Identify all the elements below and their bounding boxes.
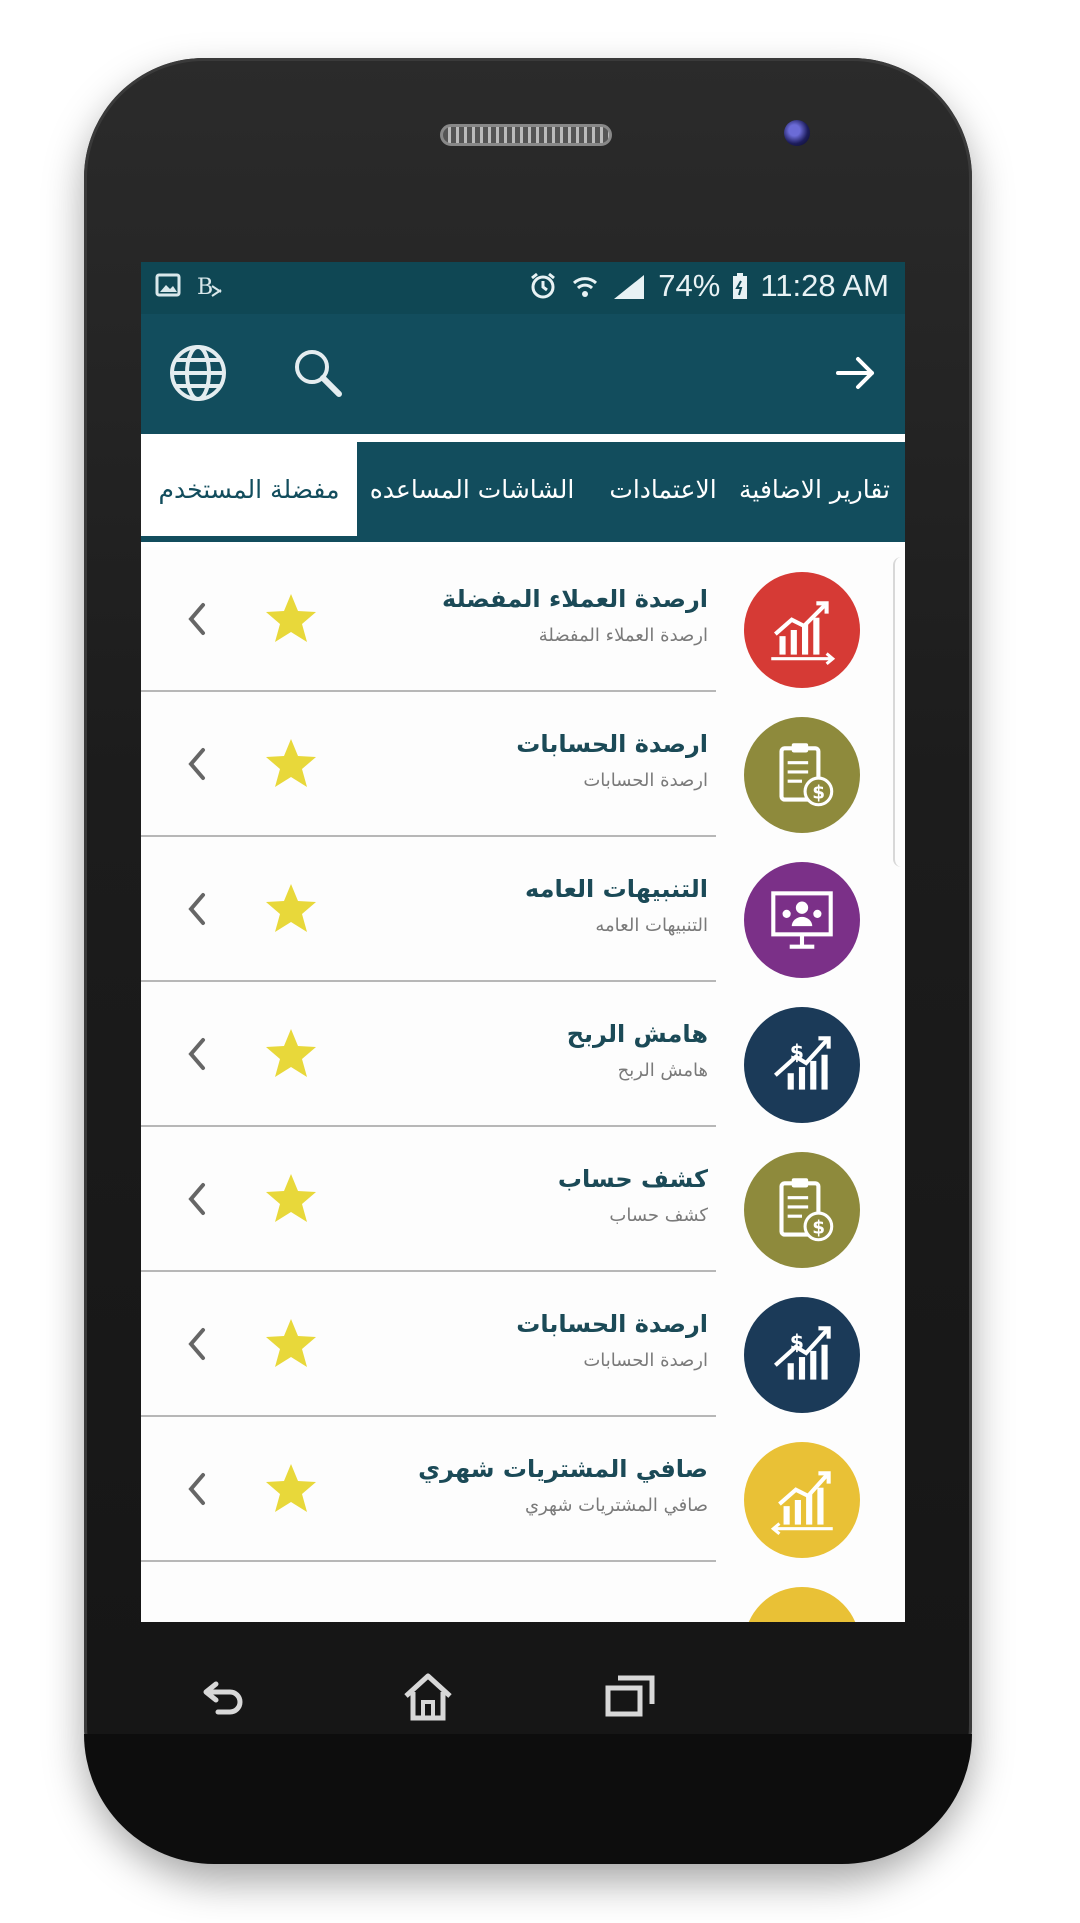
dollar-growth-icon xyxy=(744,1297,860,1413)
star-icon[interactable] xyxy=(263,591,319,647)
device-screen xyxy=(141,262,905,1622)
clipboard-dollar-icon xyxy=(744,1152,860,1268)
item-title: كشف حساب xyxy=(557,1165,708,1193)
star-icon[interactable] xyxy=(263,1026,319,1082)
star-icon[interactable] xyxy=(263,736,319,792)
tab-label: الشاشات المساعده xyxy=(369,474,575,504)
tab-user-favorites[interactable] xyxy=(141,442,357,536)
list-item[interactable] xyxy=(141,547,905,692)
item-subtitle: ارصدة الحسابات xyxy=(583,1350,708,1371)
list-item[interactable] xyxy=(141,1272,905,1417)
star-icon[interactable] xyxy=(263,1316,319,1372)
growth-chart-icon xyxy=(744,572,860,688)
chevron-left-icon[interactable] xyxy=(185,599,209,639)
tab-label: مفضلة المستخدم xyxy=(158,474,340,504)
tab-label: الاعتمادات xyxy=(609,474,717,504)
list-item[interactable] xyxy=(141,982,905,1127)
svg-text:B: B xyxy=(197,275,214,300)
list-item[interactable] xyxy=(141,837,905,982)
battery-percent: 74% xyxy=(658,268,721,303)
globe-icon xyxy=(167,342,229,404)
tab-approvals[interactable] xyxy=(593,442,733,536)
back-icon[interactable] xyxy=(194,1666,254,1726)
item-title: هامش الربح xyxy=(566,1020,708,1048)
home-icon[interactable] xyxy=(398,1666,458,1726)
list-item[interactable] xyxy=(141,1417,905,1562)
language-button[interactable] xyxy=(163,338,233,408)
item-title: صافي المشتريات شهري xyxy=(418,1455,708,1483)
svg-text:$: $ xyxy=(812,782,826,804)
item-title: ارصدة الحسابات xyxy=(516,1310,708,1338)
star-icon[interactable] xyxy=(263,881,319,937)
tab-label: تقارير الاضافية xyxy=(739,474,890,504)
chevron-left-icon[interactable] xyxy=(185,1179,209,1219)
chevron-left-icon[interactable] xyxy=(185,1469,209,1509)
system-navbar xyxy=(84,1648,972,1748)
star-icon[interactable] xyxy=(263,1461,319,1517)
tab-helper-screens[interactable] xyxy=(367,442,577,536)
battery-icon xyxy=(732,272,748,300)
item-title: التنبيهات العامه xyxy=(525,875,708,903)
chevron-left-icon[interactable] xyxy=(185,889,209,929)
dollar-growth-icon xyxy=(744,1007,860,1123)
tab-additional-reports[interactable] xyxy=(739,442,905,536)
star-icon[interactable] xyxy=(263,1171,319,1227)
chevron-left-icon[interactable] xyxy=(185,744,209,784)
front-camera xyxy=(784,120,810,146)
growth-chart-icon xyxy=(744,1442,860,1558)
item-subtitle: ارصدة الحسابات xyxy=(583,770,708,791)
presentation-users-icon xyxy=(744,862,860,978)
wifi-icon xyxy=(570,271,600,301)
list-item[interactable] xyxy=(141,692,905,837)
list-item[interactable] xyxy=(141,1127,905,1272)
status-bar xyxy=(141,262,905,314)
phone-chin xyxy=(84,1734,972,1864)
phone-speaker xyxy=(440,124,612,146)
tab-strip xyxy=(141,442,905,542)
gallery-notification-icon xyxy=(155,272,181,298)
chevron-left-icon[interactable] xyxy=(185,1324,209,1364)
search-icon xyxy=(291,346,345,400)
clipboard-dollar-icon xyxy=(744,717,860,833)
svg-text:$: $ xyxy=(789,1039,804,1064)
back-arrow-button[interactable] xyxy=(821,338,891,408)
row-divider xyxy=(141,1560,716,1562)
item-subtitle: ارصدة العملاء المفضلة xyxy=(538,625,708,646)
signal-icon xyxy=(612,271,646,301)
chevron-left-icon[interactable] xyxy=(185,1034,209,1074)
svg-text:$: $ xyxy=(812,1217,826,1239)
item-title: ارصدة الحسابات xyxy=(516,730,708,758)
item-title: ارصدة العملاء المفضلة xyxy=(442,585,708,613)
alarm-icon xyxy=(528,271,558,301)
item-subtitle: كشف حساب xyxy=(609,1205,708,1226)
app-bar xyxy=(141,314,905,434)
item-subtitle: صافي المشتريات شهري xyxy=(525,1495,708,1516)
favorites-list xyxy=(141,547,905,1622)
arrow-right-icon xyxy=(834,351,878,395)
app-notification-icon xyxy=(195,272,225,302)
recent-apps-icon[interactable] xyxy=(600,1666,660,1726)
svg-text:$: $ xyxy=(789,1329,804,1354)
item-subtitle: هامش الربح xyxy=(617,1060,708,1081)
item-subtitle: التنبيهات العامه xyxy=(595,915,708,936)
search-button[interactable] xyxy=(283,338,353,408)
clock: 11:28 AM xyxy=(760,268,889,303)
next-item-icon-partial xyxy=(744,1587,860,1622)
